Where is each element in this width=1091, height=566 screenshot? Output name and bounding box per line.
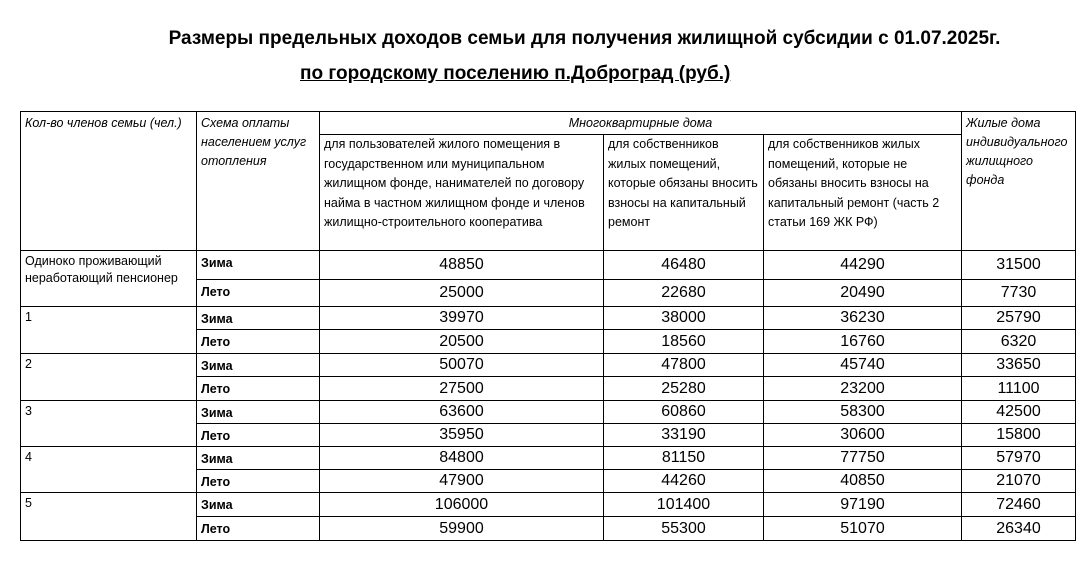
income-limit-value: 44290 — [764, 251, 962, 280]
season-winter: Зима — [197, 251, 320, 280]
income-limit-value: 81150 — [604, 447, 764, 470]
season-summer: Лето — [197, 377, 320, 401]
season-winter: Зима — [197, 401, 320, 424]
income-limit-value: 18560 — [604, 330, 764, 354]
income-limit-value: 23200 — [764, 377, 962, 401]
table-row — [21, 354, 1076, 377]
income-limit-value: 30600 — [764, 424, 962, 447]
income-limit-value: 77750 — [764, 447, 962, 470]
income-limit-value: 6320 — [962, 330, 1076, 354]
income-limit-value: 47800 — [604, 354, 764, 377]
table-row — [21, 251, 1076, 280]
table-row — [21, 401, 1076, 424]
income-limit-value: 47900 — [320, 470, 604, 493]
income-limit-value: 25790 — [962, 307, 1076, 330]
income-limit-value: 15800 — [962, 424, 1076, 447]
income-limit-value: 84800 — [320, 447, 604, 470]
income-limit-value: 106000 — [320, 493, 604, 517]
income-limit-value: 72460 — [962, 493, 1076, 517]
row-members-label: 5 — [21, 493, 197, 541]
income-limit-value: 38000 — [604, 307, 764, 330]
header-sub-owners-not-obliged: для собственников жилых помещений, которые не обязаны вносить взносы на капитальный ремонт (часть 2 статьи 169 ЖК РФ) — [764, 135, 962, 251]
header-individual-houses: Жилые дома индивидуального жилищного фонда — [962, 112, 1076, 251]
income-limit-value: 33650 — [962, 354, 1076, 377]
income-limit-value: 22680 — [604, 280, 764, 307]
income-limit-value: 44260 — [604, 470, 764, 493]
income-limit-value: 26340 — [962, 517, 1076, 541]
income-limit-value: 31500 — [962, 251, 1076, 280]
income-limit-value: 48850 — [320, 251, 604, 280]
income-limit-value: 51070 — [764, 517, 962, 541]
income-limit-value: 27500 — [320, 377, 604, 401]
season-summer: Лето — [197, 424, 320, 447]
table-row — [21, 447, 1076, 470]
season-winter: Зима — [197, 307, 320, 330]
income-limit-value: 11100 — [962, 377, 1076, 401]
income-limit-value: 36230 — [764, 307, 962, 330]
income-limit-value: 60860 — [604, 401, 764, 424]
header-apartment-buildings: Многоквартирные дома — [320, 112, 962, 135]
income-limit-value: 55300 — [604, 517, 764, 541]
income-limit-value: 33190 — [604, 424, 764, 447]
row-members-label: 2 — [21, 354, 197, 401]
income-limit-value: 59900 — [320, 517, 604, 541]
income-limit-value: 50070 — [320, 354, 604, 377]
season-summer: Лето — [197, 517, 320, 541]
header-members: Кол-во членов семьи (чел.) — [21, 112, 197, 251]
season-winter: Зима — [197, 447, 320, 470]
income-limit-value: 21070 — [962, 470, 1076, 493]
income-limit-value: 42500 — [962, 401, 1076, 424]
income-limit-value: 45740 — [764, 354, 962, 377]
row-members-label: 4 — [21, 447, 197, 493]
income-limit-value: 25000 — [320, 280, 604, 307]
income-limit-value: 63600 — [320, 401, 604, 424]
document-title: Размеры предельных доходов семьи для получения жилищной субсидии с 01.07.2025г. — [168, 28, 1001, 49]
income-limit-value: 46480 — [604, 251, 764, 280]
season-summer: Лето — [197, 280, 320, 307]
income-limit-value: 20500 — [320, 330, 604, 354]
income-limit-value: 39970 — [320, 307, 604, 330]
income-limit-value: 35950 — [320, 424, 604, 447]
row-members-label: 1 — [21, 307, 197, 354]
income-limit-value: 101400 — [604, 493, 764, 517]
table-row — [21, 493, 1076, 517]
income-limit-value: 16760 — [764, 330, 962, 354]
income-limit-value: 58300 — [764, 401, 962, 424]
season-winter: Зима — [197, 493, 320, 517]
income-limits-table — [20, 111, 1076, 541]
income-limit-value: 97190 — [764, 493, 962, 517]
season-winter: Зима — [197, 354, 320, 377]
season-summer: Лето — [197, 470, 320, 493]
table-row — [21, 307, 1076, 330]
income-limit-value: 25280 — [604, 377, 764, 401]
income-limit-value: 57970 — [962, 447, 1076, 470]
header-sub-owners-obliged: для собственников жилых помещений, которые обязаны вносить взносы на капитальный ремонт — [604, 135, 764, 251]
row-members-label: 3 — [21, 401, 197, 447]
income-limit-value: 40850 — [764, 470, 962, 493]
header-sub-state-housing: для пользователей жилого помещения в государственном или муниципальном жилищном фонде, нанимателей по договору найма в частном жилищном фонде и членов жилищно-строительного кооператива — [320, 135, 604, 251]
income-limit-value: 7730 — [962, 280, 1076, 307]
document-subtitle: по городскому поселению п.Доброград (руб.) — [300, 63, 731, 84]
header-heating-scheme: Схема оплаты населением услуг отопления — [197, 112, 320, 251]
season-summer: Лето — [197, 330, 320, 354]
income-limit-value: 20490 — [764, 280, 962, 307]
row-members-label: Одиноко проживающий неработающий пенсионер — [21, 251, 197, 307]
